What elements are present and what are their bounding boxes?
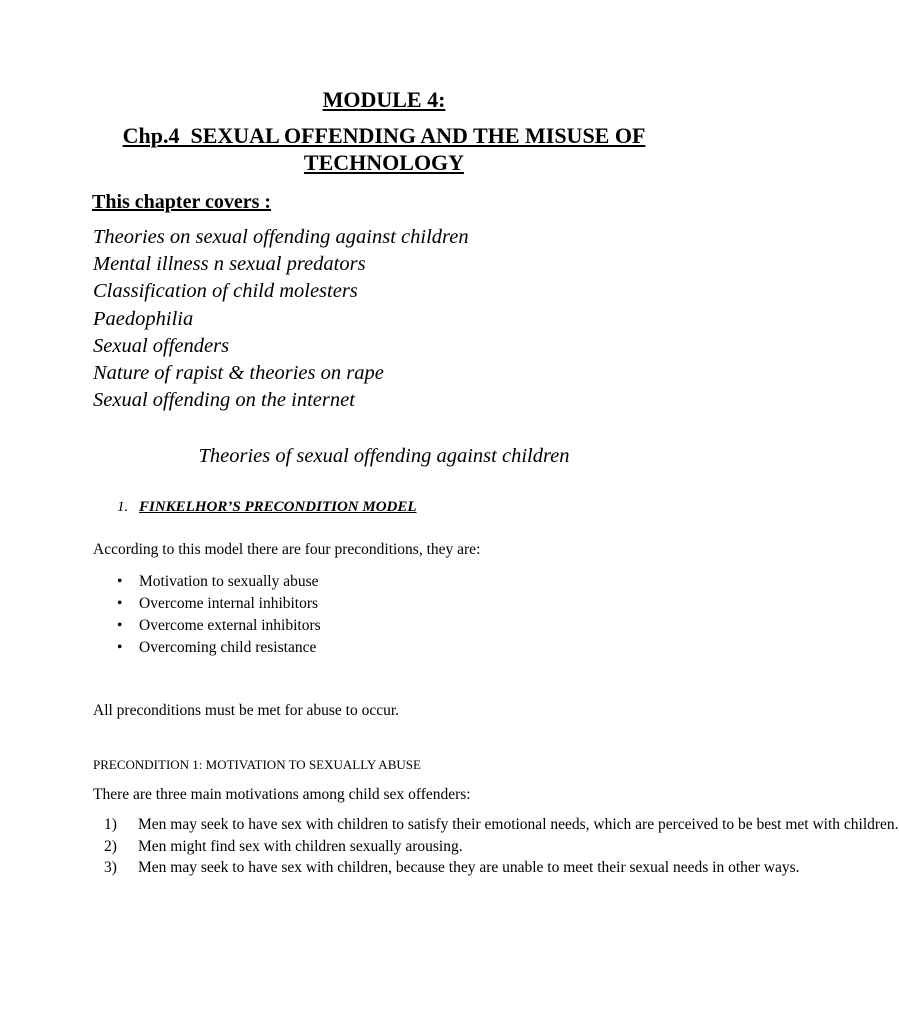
list-item	[104, 836, 684, 858]
precondition-label: Overcome external inhibitors	[139, 617, 321, 634]
topic-item: Theories on sexual offending against children	[93, 226, 469, 248]
precondition-label: Overcoming child resistance	[139, 639, 317, 656]
all-met-paragraph: All preconditions must be met for abuse to occur.	[93, 702, 400, 719]
topic-item: Paedophilia	[93, 307, 194, 330]
item-number: 1)	[104, 816, 117, 833]
topic-item: Sexual offenders	[93, 334, 230, 357]
precondition-label: Overcome internal inhibitors	[139, 595, 319, 612]
motivation-text: Men might find sex with children sexually arousing.	[138, 837, 463, 855]
list-item	[117, 637, 321, 659]
model-title: FINKELHOR’S PRECONDITION MODEL	[139, 499, 417, 515]
motivation-text: Men may seek to have sex with children to satisfy their emotional needs, which are perceived to be best met with children.	[138, 816, 899, 833]
bullet-icon: •	[117, 595, 123, 612]
precondition1-heading: PRECONDITION 1: MOTIVATION TO SEXUALLY ABUSE	[93, 757, 421, 772]
list-item	[104, 814, 899, 836]
list-item	[117, 571, 321, 593]
chapter-heading-line1: Chp.4 SEXUAL OFFENDING AND THE MISUSE OF	[122, 123, 646, 148]
module-heading: MODULE 4:	[322, 87, 446, 112]
list-item	[117, 593, 321, 615]
intro-paragraph: According to this model there are four preconditions, they are:	[93, 541, 481, 558]
bullet-icon: •	[117, 639, 123, 656]
topic-item: Classification of child molesters	[93, 280, 358, 303]
bullet-icon: •	[117, 617, 123, 634]
motivations-intro: There are three main motivations among child sex offenders:	[93, 786, 471, 803]
bullet-icon: •	[117, 573, 123, 590]
list-item	[104, 857, 800, 879]
item-number: 3)	[104, 859, 117, 876]
motivations-list	[104, 814, 899, 879]
chapter-heading-line2: TECHNOLOGY	[303, 150, 465, 175]
model-number: 1.	[117, 499, 129, 515]
chapter-heading	[0, 122, 768, 176]
preconditions-list	[117, 571, 321, 659]
topic-item: Sexual offending on the internet	[93, 389, 355, 412]
topic-item: Nature of rapist & theories on rape	[93, 362, 384, 385]
topics-list	[93, 224, 469, 414]
section-title: Theories of sexual offending against children	[198, 445, 570, 467]
motivation-text: Men may seek to have sex with children, because they are unable to meet their sexual needs in other ways.	[138, 859, 800, 876]
list-item	[117, 615, 321, 637]
item-number: 2)	[104, 837, 117, 855]
covers-heading: This chapter covers :	[92, 191, 272, 213]
topic-item: Mental illness n sexual predators	[93, 253, 366, 276]
precondition-label: Motivation to sexually abuse	[139, 573, 319, 590]
